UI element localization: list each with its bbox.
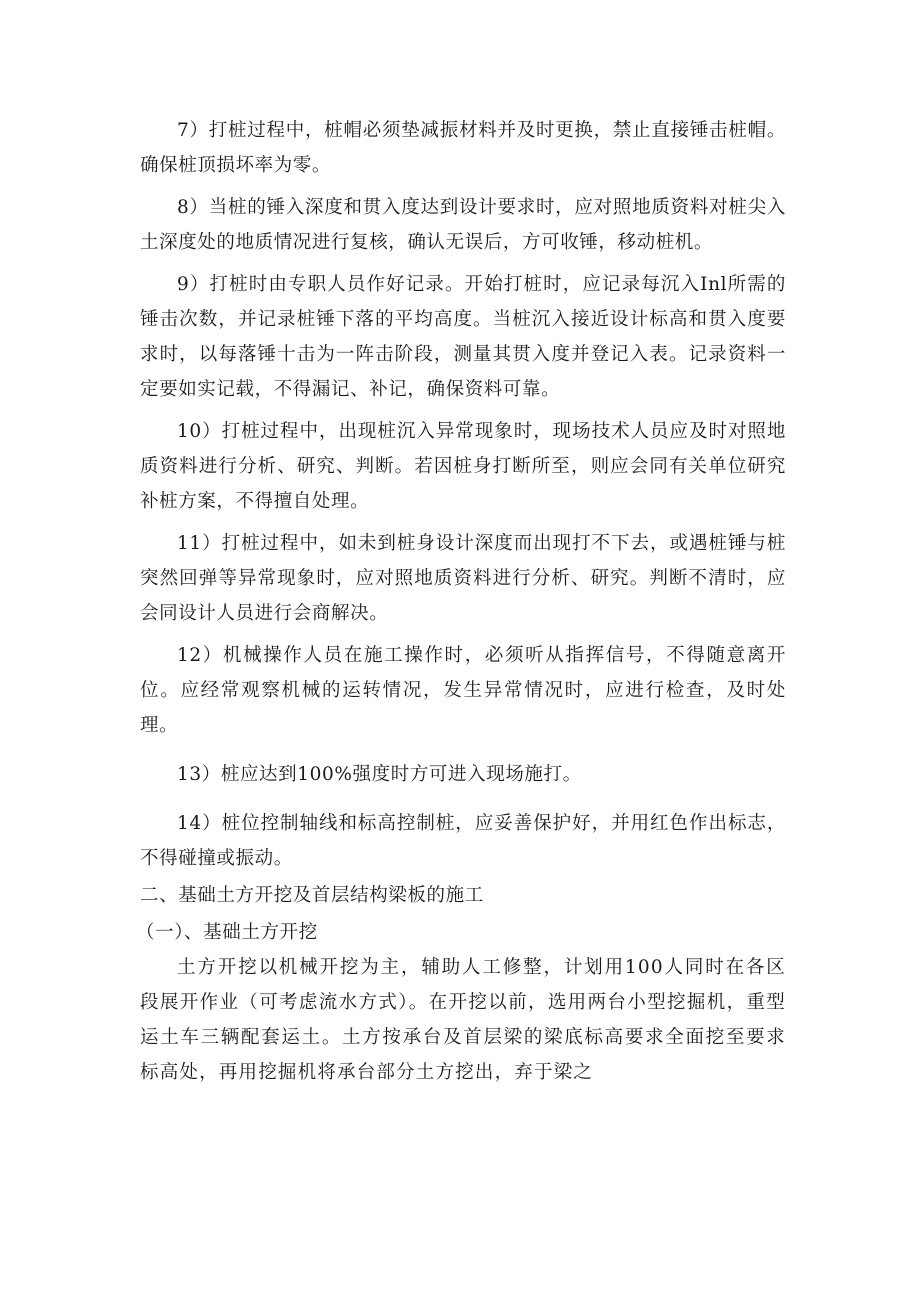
section-body-paragraph: 土方开挖以机械开挖为主，辅助人工修整，计划用100人同时在各区段展开作业（可考虑流水方式）。在开挖以前，选用两台小型挖掘机，重型运土车三辆配套运土。土方按承台及首层梁的梁底标高要求全面挖至要求标高处，再用挖掘机将承台部分土方挖出，弃于梁之 xyxy=(140,957,786,1083)
paragraph-item-14: 14）桩位控制轴线和标高控制桩，应妥善保护好，并用红色作出标志，不得碰撞或振动。 xyxy=(140,813,786,869)
section-heading: 二、基础土方开挖及首层结构梁板的施工 xyxy=(140,885,484,906)
paragraph-item-8: 8）当桩的锤入深度和贯入度达到设计要求时，应对照地质资料对桩尖入土深度处的地质情况进行复核，确认无误后，方可收锤，移动桩机。 xyxy=(140,197,786,253)
paragraph-item-13: 13）桩应达到100%强度时方可进入现场施打。 xyxy=(177,764,582,785)
paragraph-item-11: 11）打桩过程中，如未到桩身设计深度而出现打不下去，或遇桩锤与桩突然回弹等异常现象时，应对照地质资料进行分析、研究。判断不清时，应会同设计人员进行会商解决。 xyxy=(140,533,786,624)
document-body xyxy=(136,113,786,1090)
paragraph-item-10: 10）打桩过程中，出现桩沉入异常现象时，现场技术人员应及时对照地质资料进行分析、研究、判断。若因桩身打断所至，则应会同有关单位研究补桩方案，不得擅自处理。 xyxy=(140,421,786,512)
paragraph-item-9: 9）打桩时由专职人员作好记录。开始打桩时，应记录每沉入Inl所需的锤击次数，并记录桩锤下落的平均高度。当桩沉入接近设计标高和贯入度要求时，以每落锤十击为一阵击阶段，测量其贯入度并登记入表。记录资料一定要如实记载，不得漏记、补记，确保资料可靠。 xyxy=(140,274,786,400)
paragraph-item-12: 12）机械操作人员在施工操作时，必须听从指挥信号，不得随意离开位。应经常观察机械的运转情况，发生异常情况时，应进行检查，及时处理。 xyxy=(140,645,786,736)
paragraph-item-7: 7）打桩过程中，桩帽必须垫减振材料并及时更换，禁止直接锤击桩帽。确保桩顶损坏率为零。 xyxy=(140,120,786,176)
subsection-heading: （一）、基础土方开挖 xyxy=(136,922,318,943)
